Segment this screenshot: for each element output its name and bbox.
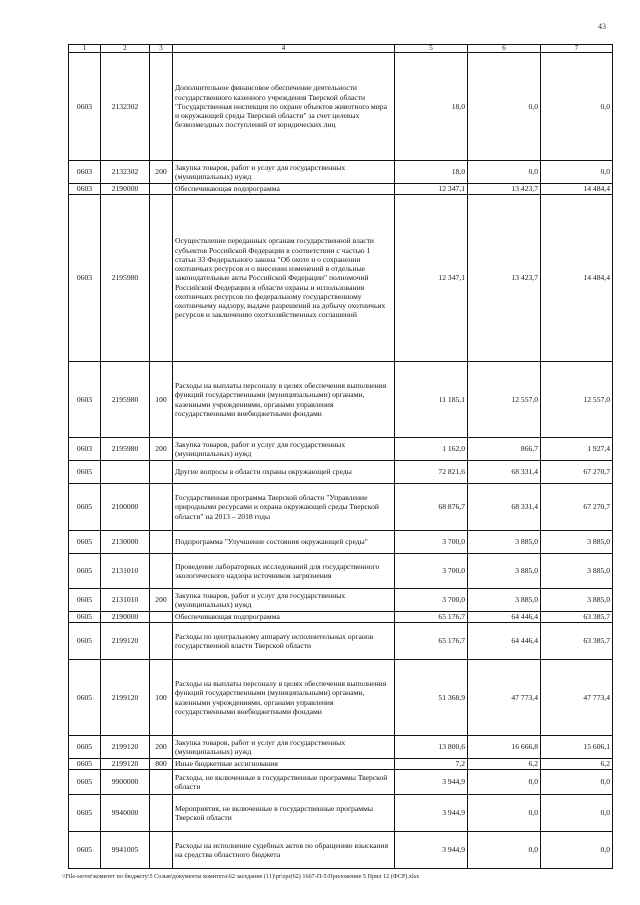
table-row — [69, 161, 613, 184]
target-code: 9940000 — [101, 795, 150, 832]
amount-col7: 63 385,7 — [541, 612, 613, 623]
target-code: 2199120 — [101, 660, 150, 736]
target-code: 2199120 — [101, 736, 150, 759]
amount-col7: 0,0 — [541, 53, 613, 161]
row-description: Другие вопросы в области охраны окружающей среды — [173, 461, 395, 484]
amount-col6: 64 446,4 — [468, 612, 541, 623]
amount-col7: 6,2 — [541, 759, 613, 770]
amount-col7: 3 885,0 — [541, 554, 613, 589]
row-description: Обеспечивающая подпрограмма — [173, 612, 395, 623]
amount-col7: 3 885,0 — [541, 589, 613, 612]
amount-col6: 68 331,4 — [468, 484, 541, 531]
amount-col5: 3 944,9 — [395, 832, 468, 869]
amount-col5: 18,0 — [395, 161, 468, 184]
amount-col7: 47 773,4 — [541, 660, 613, 736]
amount-col7: 0,0 — [541, 161, 613, 184]
header-row — [69, 45, 613, 53]
section-code: 0605 — [69, 531, 101, 554]
amount-col6: 47 773,4 — [468, 660, 541, 736]
column-header: 1 — [69, 45, 101, 53]
section-code: 0605 — [69, 589, 101, 612]
expense-type-code — [150, 53, 173, 161]
row-description: Расходы, не включенные в государственные программы Тверской области — [173, 770, 395, 795]
target-code: 2132302 — [101, 53, 150, 161]
amount-col5: 51 368,9 — [395, 660, 468, 736]
section-code: 0605 — [69, 461, 101, 484]
table-row — [69, 623, 613, 660]
section-code: 0603 — [69, 195, 101, 362]
amount-col6: 3 885,0 — [468, 589, 541, 612]
amount-col7: 0,0 — [541, 832, 613, 869]
amount-col6: 0,0 — [468, 795, 541, 832]
amount-col6: 866,7 — [468, 438, 541, 461]
amount-col5: 72 821,6 — [395, 461, 468, 484]
target-code: 2199120 — [101, 759, 150, 770]
table-row — [69, 660, 613, 736]
column-header: 5 — [395, 45, 468, 53]
amount-col5: 3 700,0 — [395, 531, 468, 554]
table-row — [69, 554, 613, 589]
row-description: Расходы на выплаты персоналу в целях обеспечения выполнения функций государственными (муниципальными) органами, казенными учреждениями, органами управления государственными внебюджетными фондами — [173, 362, 395, 438]
table-row — [69, 362, 613, 438]
amount-col6: 0,0 — [468, 53, 541, 161]
row-description: Закупка товаров, работ и услуг для государственных (муниципальных) нужд — [173, 736, 395, 759]
table-row — [69, 612, 613, 623]
amount-col5: 11 185,1 — [395, 362, 468, 438]
section-code: 0605 — [69, 660, 101, 736]
expense-type-code — [150, 554, 173, 589]
amount-col6: 3 885,0 — [468, 554, 541, 589]
row-description: Расходы на исполнение судебных актов по обращению взыскания на средства областного бюджета — [173, 832, 395, 869]
section-code: 0603 — [69, 53, 101, 161]
expense-type-code — [150, 623, 173, 660]
target-code: 2131010 — [101, 554, 150, 589]
expense-type-code: 800 — [150, 759, 173, 770]
row-description: Осуществление переданных органам государственной власти субъектов Российской Федерации в соответствии с частью 1 статьи 33 Федерального закона "Об охоте и о сохранении охотничьих ресурсов и о внесении изменений в отдельные законодательные акты Российской Федерации" полномочий Российской Федерации в области охраны и использования охотничьих ресурсов по федеральному государственному охотничьему надзору, выдаче разрешений на добычу охотничьих ресурсов и заключению охотхозяйственных соглашений — [173, 195, 395, 362]
amount-col7: 12 557,0 — [541, 362, 613, 438]
section-code: 0605 — [69, 795, 101, 832]
amount-col5: 12 347,1 — [395, 195, 468, 362]
expense-type-code: 100 — [150, 660, 173, 736]
table-row — [69, 195, 613, 362]
section-code: 0603 — [69, 438, 101, 461]
amount-col7: 3 885,0 — [541, 531, 613, 554]
amount-col6: 64 446,4 — [468, 623, 541, 660]
column-header: 6 — [468, 45, 541, 53]
row-description: Иные бюджетные ассигнования — [173, 759, 395, 770]
row-description: Закупка товаров, работ и услуг для государственных (муниципальных) нужд — [173, 438, 395, 461]
target-code: 2195980 — [101, 362, 150, 438]
expense-type-code — [150, 195, 173, 362]
section-code: 0605 — [69, 484, 101, 531]
target-code: 2132302 — [101, 161, 150, 184]
amount-col5: 3 944,9 — [395, 795, 468, 832]
section-code: 0605 — [69, 612, 101, 623]
target-code: 2199120 — [101, 623, 150, 660]
expense-type-code — [150, 531, 173, 554]
expense-type-code: 200 — [150, 736, 173, 759]
expense-type-code — [150, 184, 173, 195]
expense-type-code: 200 — [150, 589, 173, 612]
expense-type-code: 200 — [150, 161, 173, 184]
amount-col7: 14 484,4 — [541, 195, 613, 362]
amount-col7: 63 385,7 — [541, 623, 613, 660]
amount-col7: 0,0 — [541, 795, 613, 832]
table-row — [69, 589, 613, 612]
target-code: 2100000 — [101, 484, 150, 531]
amount-col5: 1 162,0 — [395, 438, 468, 461]
row-description: Расходы на выплаты персоналу в целях обеспечения выполнения функций государственными (муниципальными) органами, казенными учреждениями, органами управления государственными внебюджетными фондами — [173, 660, 395, 736]
target-code: 2190000 — [101, 184, 150, 195]
table-row — [69, 438, 613, 461]
expense-type-code — [150, 612, 173, 623]
table-row — [69, 184, 613, 195]
column-header: 4 — [173, 45, 395, 53]
target-code — [101, 461, 150, 484]
section-code: 0603 — [69, 362, 101, 438]
table-row — [69, 53, 613, 161]
column-header: 3 — [150, 45, 173, 53]
table-row — [69, 736, 613, 759]
expense-type-code — [150, 832, 173, 869]
section-code: 0605 — [69, 832, 101, 869]
target-code: 2195980 — [101, 438, 150, 461]
amount-col5: 7,2 — [395, 759, 468, 770]
amount-col6: 13 423,7 — [468, 184, 541, 195]
row-description: Проведение лабораторных исследований для государственного экологического надзора источников загрязнения — [173, 554, 395, 589]
table-row — [69, 461, 613, 484]
row-description: Государственная программа Тверской области "Управление природными ресурсами и охрана окружающей среды Тверской области" на 2013 – 2018 годы — [173, 484, 395, 531]
amount-col7: 14 484,4 — [541, 184, 613, 195]
row-description: Обеспечивающая подпрограмма — [173, 184, 395, 195]
row-description: Дополнительное финансовое обеспечение деятельности государственного казенного учреждения Тверской области "Государственная инспекция по охране объектов животного мира и окружающей среды Тверской области" за счет целевых безвозмездных поступлений от юридических лиц — [173, 53, 395, 161]
expense-type-code — [150, 770, 173, 795]
table-row — [69, 795, 613, 832]
amount-col5: 65 176,7 — [395, 612, 468, 623]
row-description: Подпрограмма "Улучшение состояния окружающей среды" — [173, 531, 395, 554]
amount-col6: 16 666,8 — [468, 736, 541, 759]
section-code: 0603 — [69, 161, 101, 184]
row-description: Мероприятия, не включенные в государственные программы Тверской области — [173, 795, 395, 832]
table-row — [69, 759, 613, 770]
section-code: 0605 — [69, 770, 101, 795]
expense-type-code: 100 — [150, 362, 173, 438]
amount-col5: 68 876,7 — [395, 484, 468, 531]
amount-col6: 68 331,4 — [468, 461, 541, 484]
expense-type-code — [150, 484, 173, 531]
column-header: 2 — [101, 45, 150, 53]
file-path-footer: \\File-server\комитет по бюджету\5 Созыв\документы комитета\62 заседание (11)\pr\zpr(62) 1667-П-5\Приложение 5 Прил 12 (ФСР).xlsx — [62, 873, 420, 880]
target-code: 2190000 — [101, 612, 150, 623]
expense-type-code — [150, 461, 173, 484]
amount-col7: 0,0 — [541, 770, 613, 795]
expense-type-code: 200 — [150, 438, 173, 461]
amount-col5: 3 700,0 — [395, 589, 468, 612]
amount-col6: 13 423,7 — [468, 195, 541, 362]
amount-col5: 65 176,7 — [395, 623, 468, 660]
amount-col6: 12 557,0 — [468, 362, 541, 438]
section-code: 0605 — [69, 759, 101, 770]
table-row — [69, 832, 613, 869]
amount-col6: 0,0 — [468, 832, 541, 869]
amount-col6: 0,0 — [468, 770, 541, 795]
column-header: 7 — [541, 45, 613, 53]
target-code: 2195980 — [101, 195, 150, 362]
target-code: 2130000 — [101, 531, 150, 554]
amount-col7: 67 270,7 — [541, 484, 613, 531]
section-code: 0603 — [69, 184, 101, 195]
table-row — [69, 770, 613, 795]
section-code: 0605 — [69, 736, 101, 759]
page-number: 43 — [598, 22, 606, 31]
amount-col7: 15 606,1 — [541, 736, 613, 759]
amount-col6: 6,2 — [468, 759, 541, 770]
amount-col5: 13 800,6 — [395, 736, 468, 759]
row-description: Закупка товаров, работ и услуг для государственных (муниципальных) нужд — [173, 589, 395, 612]
budget-table — [68, 44, 613, 869]
row-description: Закупка товаров, работ и услуг для государственных (муниципальных) нужд — [173, 161, 395, 184]
target-code: 9941005 — [101, 832, 150, 869]
row-description: Расходы по центральному аппарату исполнительных органов государственной власти Тверской области — [173, 623, 395, 660]
amount-col5: 3 700,0 — [395, 554, 468, 589]
table-row — [69, 531, 613, 554]
amount-col5: 12 347,1 — [395, 184, 468, 195]
target-code: 2131010 — [101, 589, 150, 612]
table-row — [69, 484, 613, 531]
amount-col5: 3 944,9 — [395, 770, 468, 795]
amount-col7: 67 270,7 — [541, 461, 613, 484]
amount-col5: 18,0 — [395, 53, 468, 161]
amount-col6: 3 885,0 — [468, 531, 541, 554]
expense-type-code — [150, 795, 173, 832]
section-code: 0605 — [69, 554, 101, 589]
section-code: 0605 — [69, 623, 101, 660]
target-code: 9900000 — [101, 770, 150, 795]
amount-col6: 0,0 — [468, 161, 541, 184]
amount-col7: 1 927,4 — [541, 438, 613, 461]
